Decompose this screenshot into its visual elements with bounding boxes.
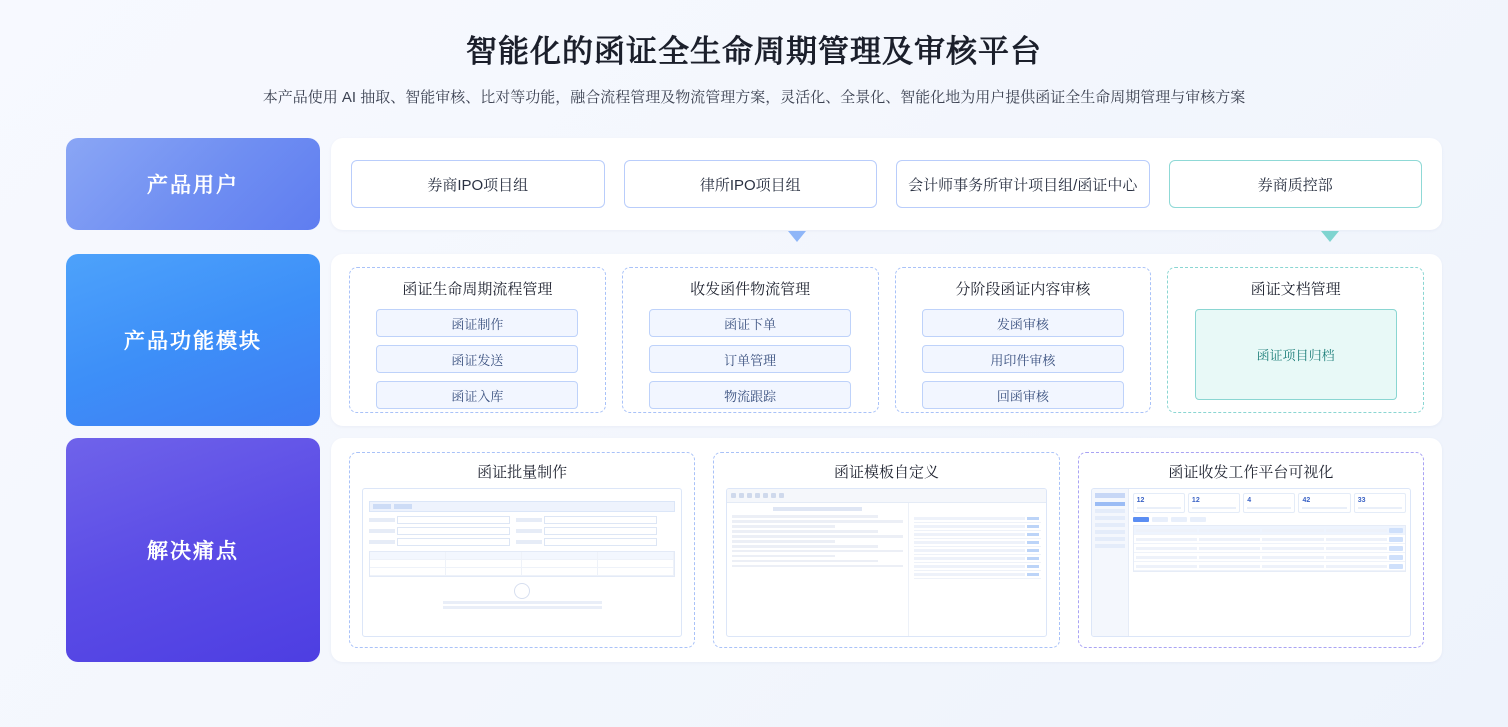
- screenshot-toolbar: [369, 501, 675, 512]
- field-label: [369, 540, 395, 544]
- module-title-document-management: 函证文档管理: [1250, 281, 1341, 298]
- panel-row: [914, 555, 1041, 563]
- stat-value: 12: [1191, 497, 1200, 504]
- module-item-place-order[interactable]: 函证下单: [649, 309, 851, 337]
- module-staged-review: [895, 267, 1152, 413]
- field-input: [397, 538, 510, 546]
- dashboard-sidebar: [1092, 489, 1129, 636]
- document-line: [732, 550, 903, 553]
- screenshot-header-line: [369, 493, 675, 498]
- field-label: [369, 529, 395, 533]
- document-line: [732, 560, 877, 563]
- module-title-logistics: 收发函件物流管理: [690, 281, 811, 298]
- screenshot-table: [369, 551, 675, 577]
- row-body-product-users: [331, 138, 1442, 230]
- user-chip-accounting-audit[interactable]: 会计师事务所审计项目组/函证中心: [896, 160, 1150, 208]
- tab: [1171, 517, 1187, 522]
- row-body-function-modules: [331, 254, 1442, 426]
- module-items-lifecycle: [370, 309, 585, 409]
- row-label-pain-points: 解决痛点: [66, 438, 320, 662]
- field-label: [516, 529, 542, 533]
- table-row: [1134, 553, 1405, 562]
- arrow-down-icon-1: [788, 231, 806, 242]
- sidebar-item: [1095, 502, 1125, 506]
- field-input: [397, 516, 510, 524]
- underline-icon: [747, 493, 752, 498]
- document-line: [732, 555, 834, 558]
- field-label: [516, 540, 542, 544]
- pain-title-template-custom: 函证模板自定义: [833, 464, 939, 481]
- bold-icon: [731, 493, 736, 498]
- field-input: [544, 538, 657, 546]
- row-function-modules: [66, 254, 1442, 426]
- document-heading: [773, 507, 862, 511]
- editor-field-panel: [909, 503, 1046, 636]
- panel-row: [914, 547, 1041, 555]
- panel-row: [914, 539, 1041, 547]
- stat-value: 42: [1302, 497, 1311, 504]
- module-item-project-archive[interactable]: 函证项目归档: [1195, 309, 1397, 400]
- tab: [1190, 517, 1206, 522]
- form-field: [369, 527, 510, 535]
- editor-ribbon: [727, 489, 1045, 503]
- stat-card-group: [1133, 493, 1406, 513]
- document-line: [732, 515, 877, 518]
- pain-title-workbench-visualization: 函证收发工作平台可视化: [1168, 464, 1334, 481]
- module-item-order-management[interactable]: 订单管理: [649, 345, 851, 373]
- table-row: [370, 560, 674, 568]
- pain-title-batch-creation: 函证批量制作: [477, 464, 568, 481]
- table-row: [370, 552, 674, 560]
- form-field: [369, 516, 510, 524]
- row-label-function-modules: 产品功能模块: [66, 254, 320, 426]
- page-header: [0, 0, 1508, 110]
- panel-row: [914, 515, 1041, 523]
- sidebar-item: [1095, 509, 1125, 513]
- italic-icon: [739, 493, 744, 498]
- module-title-staged-review: 分阶段函证内容审核: [955, 281, 1091, 298]
- stat-card: [1133, 493, 1185, 513]
- row-pain-points: [66, 438, 1442, 662]
- module-item-logistics-tracking[interactable]: 物流跟踪: [649, 381, 851, 409]
- user-chip-broker-ipo[interactable]: 券商IPO项目组: [351, 160, 605, 208]
- tab: [1133, 517, 1149, 522]
- brand-logo: [1095, 493, 1125, 498]
- footer-line: [443, 601, 602, 604]
- field-input: [544, 527, 657, 535]
- row-product-users: [66, 138, 1442, 230]
- screenshot-dashboard: [1091, 488, 1411, 637]
- user-chip-law-ipo[interactable]: 律所IPO项目组: [624, 160, 878, 208]
- panel-row: [914, 523, 1041, 531]
- module-document-management: [1167, 267, 1424, 413]
- document-line: [732, 530, 877, 533]
- document-line: [732, 545, 877, 548]
- user-chip-broker-quality-control[interactable]: 券商质控部: [1169, 160, 1423, 208]
- form-field: [369, 538, 510, 546]
- dashboard-table: [1133, 525, 1406, 572]
- panel-title: [914, 507, 1041, 512]
- screenshot-template-editor: [726, 488, 1046, 637]
- table-row: [1134, 535, 1405, 544]
- pain-card-template-custom: [713, 452, 1059, 648]
- stat-value: 12: [1136, 497, 1145, 504]
- sidebar-item: [1095, 530, 1125, 534]
- stat-card: [1243, 493, 1295, 513]
- pain-card-batch-creation: [349, 452, 695, 648]
- table-row: [1134, 526, 1405, 535]
- arrow-down-icon-2: [1321, 231, 1339, 242]
- dashboard-main: [1129, 489, 1410, 636]
- screenshot-footer: [369, 583, 675, 609]
- module-items-logistics: [643, 309, 858, 409]
- image-icon: [779, 493, 784, 498]
- page-subtitle: 本产品使用 AI 抽取、智能审核、比对等功能，融合流程管理及物流管理方案，灵活化、全景化、智能化地为用户提供函证全生命周期管理与审核方案: [262, 89, 1246, 106]
- page-title: 智能化的函证全生命周期管理及审核平台: [466, 34, 1042, 69]
- sidebar-item: [1095, 516, 1125, 520]
- module-lifecycle-process: [349, 267, 606, 413]
- stat-value: 4: [1247, 497, 1252, 504]
- panel-row: [914, 571, 1041, 579]
- row-body-pain-points: [331, 438, 1442, 662]
- panel-row: [914, 531, 1041, 539]
- sidebar-item: [1095, 523, 1125, 527]
- module-item-confirmation-send[interactable]: 函证发送: [376, 345, 578, 373]
- field-input: [397, 527, 510, 535]
- toolbar-chip: [373, 504, 391, 509]
- dashboard-tabs: [1133, 517, 1406, 522]
- table-icon: [771, 493, 776, 498]
- form-field: [516, 538, 657, 546]
- module-logistics-management: [622, 267, 879, 413]
- table-row: [1134, 544, 1405, 553]
- module-item-sealed-doc-review[interactable]: 用印件审核: [922, 345, 1124, 373]
- form-field: [516, 527, 657, 535]
- toolbar-chip: [394, 504, 412, 509]
- editor-document: [727, 503, 909, 636]
- document-line: [732, 565, 903, 568]
- document-line: [732, 525, 834, 528]
- module-item-confirmation-inbound[interactable]: 函证入库: [376, 381, 578, 409]
- panel-row: [914, 563, 1041, 571]
- sidebar-item: [1095, 537, 1125, 541]
- sidebar-item: [1095, 544, 1125, 548]
- document-line: [732, 520, 903, 523]
- screenshot-batch-creation: [362, 488, 682, 637]
- stat-card: [1298, 493, 1350, 513]
- module-item-send-review[interactable]: 发函审核: [922, 309, 1124, 337]
- diagram-rows: [0, 138, 1508, 662]
- stat-value: 33: [1357, 497, 1366, 504]
- row-label-product-users: 产品用户: [66, 138, 320, 230]
- document-line: [732, 540, 834, 543]
- table-row: [1134, 562, 1405, 571]
- stat-card: [1354, 493, 1406, 513]
- module-item-confirmation-creation[interactable]: 函证制作: [376, 309, 578, 337]
- module-item-reply-review[interactable]: 回函审核: [922, 381, 1124, 409]
- screenshot-form-fields: [369, 516, 675, 546]
- list-icon: [763, 493, 768, 498]
- stat-card: [1188, 493, 1240, 513]
- footer-line: [443, 606, 602, 609]
- form-field: [516, 516, 657, 524]
- align-icon: [755, 493, 760, 498]
- field-label: [369, 518, 395, 522]
- module-title-lifecycle: 函证生命周期流程管理: [402, 281, 553, 298]
- editor-body: [727, 503, 1045, 636]
- field-label: [516, 518, 542, 522]
- module-items-staged-review: [916, 309, 1131, 409]
- seal-icon: [514, 583, 530, 599]
- field-input: [544, 516, 657, 524]
- table-row: [370, 568, 674, 576]
- document-line: [732, 535, 903, 538]
- tab: [1152, 517, 1168, 522]
- pain-card-workbench-visualization: [1078, 452, 1424, 648]
